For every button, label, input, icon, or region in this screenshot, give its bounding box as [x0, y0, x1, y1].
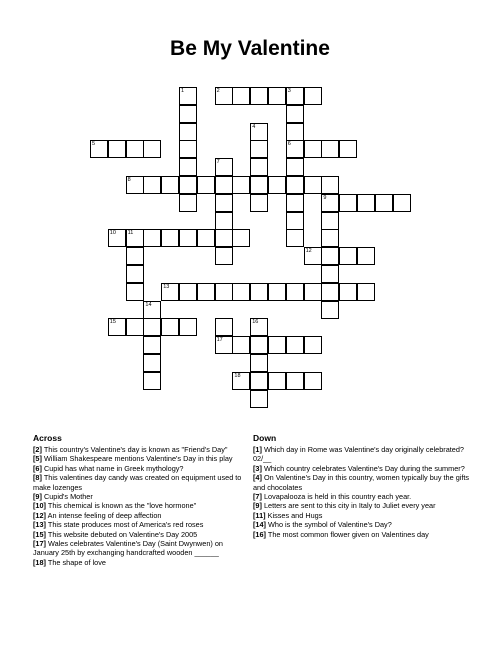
grid-cell[interactable] [286, 123, 304, 141]
grid-cell[interactable] [179, 158, 197, 176]
cell-number: 14 [145, 301, 152, 308]
clue-number: [3] [253, 463, 262, 473]
clue-number: [16] [253, 529, 266, 539]
clue-number: [2] [33, 445, 42, 454]
grid-cell[interactable] [286, 176, 304, 194]
grid-cell[interactable] [286, 283, 304, 301]
clue-text: This state produces most of America's red roses [47, 520, 204, 530]
clue-number: [13] [33, 520, 46, 530]
grid-cell[interactable] [179, 318, 197, 336]
grid-cell[interactable] [232, 229, 250, 247]
grid-cell[interactable] [339, 247, 357, 265]
cell-number: 2 [216, 88, 220, 94]
grid-cell[interactable] [286, 87, 304, 105]
grid-cell[interactable] [268, 176, 286, 194]
grid-cell[interactable] [286, 372, 304, 390]
clue-number: [15] [33, 529, 46, 539]
grid-cell[interactable] [268, 336, 286, 354]
grid-cell[interactable] [286, 158, 304, 176]
grid-cell[interactable] [161, 283, 179, 301]
down-heading: Down [253, 433, 277, 443]
across-clues [33, 433, 249, 567]
cell-number: 17 [216, 337, 223, 344]
clue-number: [1] [253, 445, 262, 454]
clue-text: Letters are sent to this city in Italy to Juliet every year [263, 501, 436, 511]
cell-number: 3 [287, 88, 291, 94]
grid-cell[interactable] [232, 336, 250, 354]
across-clue-list [33, 445, 249, 567]
clue-number: [6] [33, 463, 42, 473]
grid-cell[interactable] [268, 87, 286, 105]
grid-cell[interactable] [143, 140, 161, 158]
grid-cell[interactable] [232, 176, 250, 194]
grid-cell[interactable] [304, 336, 322, 354]
clue-number: [9] [33, 492, 42, 502]
grid-cell[interactable] [250, 390, 268, 408]
grid-cell[interactable] [232, 87, 250, 105]
clue-text: This valentines day candy was created on equipment used to make lozenges [33, 473, 242, 492]
clue-text: Which country celebrates Valentine's Day during the summer? [263, 463, 465, 473]
grid-cell[interactable] [161, 318, 179, 336]
grid-cell[interactable] [250, 140, 268, 158]
down-clue-list [253, 445, 475, 539]
grid-cell[interactable] [126, 283, 144, 301]
grid-cell[interactable] [321, 283, 339, 301]
clue-text: Wales celebrates Valentine's Day (Saint Dwynwen) on January 25th by exchanging handcrafted wooden ______ [33, 539, 223, 558]
grid-cell[interactable] [321, 247, 339, 265]
clue-number: [5] [33, 454, 42, 464]
grid-cell[interactable] [250, 194, 268, 212]
grid-cell[interactable] [232, 283, 250, 301]
puzzle-title: Be My Valentine [170, 37, 330, 60]
across-clue [33, 492, 249, 501]
clue-number: [8] [33, 473, 42, 483]
grid-cell[interactable] [90, 140, 108, 158]
grid-cell[interactable] [286, 336, 304, 354]
clue-number: [7] [253, 492, 262, 502]
down-clue [253, 511, 475, 520]
across-clue [33, 539, 249, 558]
grid-cell[interactable] [179, 87, 197, 105]
cell-number: 4 [252, 123, 256, 130]
grid-cell[interactable] [126, 176, 144, 194]
grid-cell[interactable] [321, 140, 339, 158]
across-clue [33, 530, 249, 539]
clue-text: The shape of love [47, 557, 106, 567]
grid-cell[interactable] [126, 247, 144, 265]
grid-cell[interactable] [232, 372, 250, 390]
grid-cell[interactable] [197, 176, 215, 194]
grid-cell[interactable] [321, 212, 339, 230]
grid-cell[interactable] [250, 354, 268, 372]
clue-number: [12] [33, 510, 46, 520]
cell-number: 5 [92, 141, 96, 148]
clue-number: [9] [253, 501, 262, 511]
grid-cell[interactable] [250, 87, 268, 105]
clue-text: This website debuted on Valentine's Day 2005 [47, 529, 198, 539]
grid-cell[interactable] [339, 194, 357, 212]
clue-text: Lovapalooza is held in this country each year. [263, 492, 412, 502]
grid-cell[interactable] [304, 283, 322, 301]
down-clue [253, 445, 475, 464]
grid-cell[interactable] [286, 194, 304, 212]
clue-number: [18] [33, 557, 46, 567]
down-clue [253, 520, 475, 529]
grid-cell[interactable] [126, 318, 144, 336]
grid-cell[interactable] [179, 283, 197, 301]
cell-number: 8 [127, 177, 131, 183]
grid-cell[interactable] [286, 229, 304, 247]
grid-cell[interactable] [179, 105, 197, 123]
clue-text: This country's Valentine's day is known as "Friend's Day" [43, 445, 228, 454]
grid-cell[interactable] [143, 372, 161, 390]
grid-cell[interactable] [286, 105, 304, 123]
grid-cell[interactable] [108, 229, 126, 247]
grid-cell[interactable] [357, 247, 375, 265]
grid-cell[interactable] [215, 212, 233, 230]
grid-cell[interactable] [250, 176, 268, 194]
cell-number: 15 [109, 319, 116, 326]
clue-number: [10] [33, 501, 46, 511]
clue-text: An intense feeling of deep affection [47, 510, 162, 520]
grid-cell[interactable] [161, 176, 179, 194]
grid-cell[interactable] [339, 140, 357, 158]
across-clue [33, 445, 249, 454]
grid-cell[interactable] [215, 247, 233, 265]
grid-cell[interactable] [250, 372, 268, 390]
grid-cell[interactable] [250, 158, 268, 176]
grid-cell[interactable] [321, 176, 339, 194]
cell-number: 13 [163, 283, 170, 290]
grid-cell[interactable] [250, 336, 268, 354]
grid-cell[interactable] [250, 283, 268, 301]
grid-cell[interactable] [197, 283, 215, 301]
down-clue [253, 473, 475, 492]
grid-cell[interactable] [179, 229, 197, 247]
grid-cell[interactable] [304, 140, 322, 158]
grid-cell[interactable] [215, 87, 233, 105]
grid-cell[interactable] [108, 140, 126, 158]
grid-cell[interactable] [215, 194, 233, 212]
grid-cell[interactable] [143, 336, 161, 354]
grid-cell[interactable] [375, 194, 393, 212]
down-clue [253, 464, 475, 473]
clue-text: William Shakespeare mentions Valentine's Day in this play [43, 454, 233, 464]
cell-number: 12 [305, 248, 312, 255]
down-clues [253, 433, 475, 539]
grid-cell[interactable] [197, 229, 215, 247]
grid-cell[interactable] [268, 372, 286, 390]
clue-text: Cupid has what name in Greek mythology? [43, 463, 184, 473]
cell-number: 11 [127, 230, 134, 237]
grid-cell[interactable] [357, 283, 375, 301]
grid-cell[interactable] [179, 194, 197, 212]
grid-cell[interactable] [126, 265, 144, 283]
grid-cell[interactable] [393, 194, 411, 212]
grid-cell[interactable] [304, 247, 322, 265]
grid-cell[interactable] [179, 140, 197, 158]
across-clue [33, 558, 249, 567]
grid-cell[interactable] [215, 158, 233, 176]
across-clue [33, 501, 249, 510]
clue-text: Kisses and Hugs [267, 510, 323, 520]
grid-cell[interactable] [161, 229, 179, 247]
grid-cell[interactable] [321, 265, 339, 283]
clue-text: Who is the symbol of Valentine's Day? [268, 520, 392, 530]
cell-number: 7 [216, 159, 220, 166]
clue-number: [4] [253, 473, 262, 483]
grid-cell[interactable] [321, 301, 339, 319]
grid-cell[interactable] [143, 301, 161, 319]
grid-cell[interactable] [215, 336, 233, 354]
clue-text: Cupid's Mother [43, 492, 93, 502]
grid-cell[interactable] [215, 283, 233, 301]
grid-cell[interactable] [268, 283, 286, 301]
cell-number: 9 [323, 194, 327, 201]
across-clue [33, 454, 249, 463]
grid-cell[interactable] [126, 140, 144, 158]
down-clue [253, 501, 475, 510]
across-clue [33, 473, 249, 492]
grid-cell[interactable] [286, 140, 304, 158]
grid-cell[interactable] [143, 176, 161, 194]
cell-number: 10 [109, 230, 116, 237]
grid-cell[interactable] [143, 229, 161, 247]
grid-cell[interactable] [339, 283, 357, 301]
grid-cell[interactable] [215, 229, 233, 247]
cell-number: 18 [234, 372, 241, 379]
clue-text: Which day in Rome was Valentine's day originally celebrated? 02/__ [253, 445, 464, 464]
clue-text: This chemical is known as the "love hormone" [47, 501, 197, 511]
across-clue [33, 464, 249, 473]
grid-cell[interactable] [215, 176, 233, 194]
grid-cell[interactable] [143, 318, 161, 336]
down-clue [253, 492, 475, 501]
clue-text: On Valentine's Day in this country, women typically buy the gifts and chocolates [253, 473, 470, 492]
clue-text: The most common flower given on Valentines day [267, 529, 429, 539]
grid-cell[interactable] [250, 318, 268, 336]
across-heading: Across [33, 433, 62, 443]
cell-number: 6 [287, 141, 291, 148]
grid-cell[interactable] [108, 318, 126, 336]
grid-cell[interactable] [304, 176, 322, 194]
grid-cell[interactable] [215, 318, 233, 336]
cell-number: 1 [181, 88, 185, 94]
cell-number: 16 [252, 319, 259, 326]
grid-cell[interactable] [286, 212, 304, 230]
clue-number: [14] [253, 520, 266, 530]
clue-number: [17] [33, 539, 46, 549]
down-clue [253, 530, 475, 539]
grid-cell[interactable] [126, 229, 144, 247]
grid-cell[interactable] [304, 372, 322, 390]
across-clue [33, 511, 249, 520]
grid-cell[interactable] [321, 229, 339, 247]
clue-number: [11] [253, 510, 266, 520]
grid-cell[interactable] [250, 123, 268, 141]
grid-cell[interactable] [179, 123, 197, 141]
grid-cell[interactable] [357, 194, 375, 212]
grid-cell[interactable] [321, 194, 339, 212]
grid-cell[interactable] [179, 176, 197, 194]
grid-cell[interactable] [304, 87, 322, 105]
grid-cell[interactable] [143, 354, 161, 372]
across-clue [33, 520, 249, 529]
